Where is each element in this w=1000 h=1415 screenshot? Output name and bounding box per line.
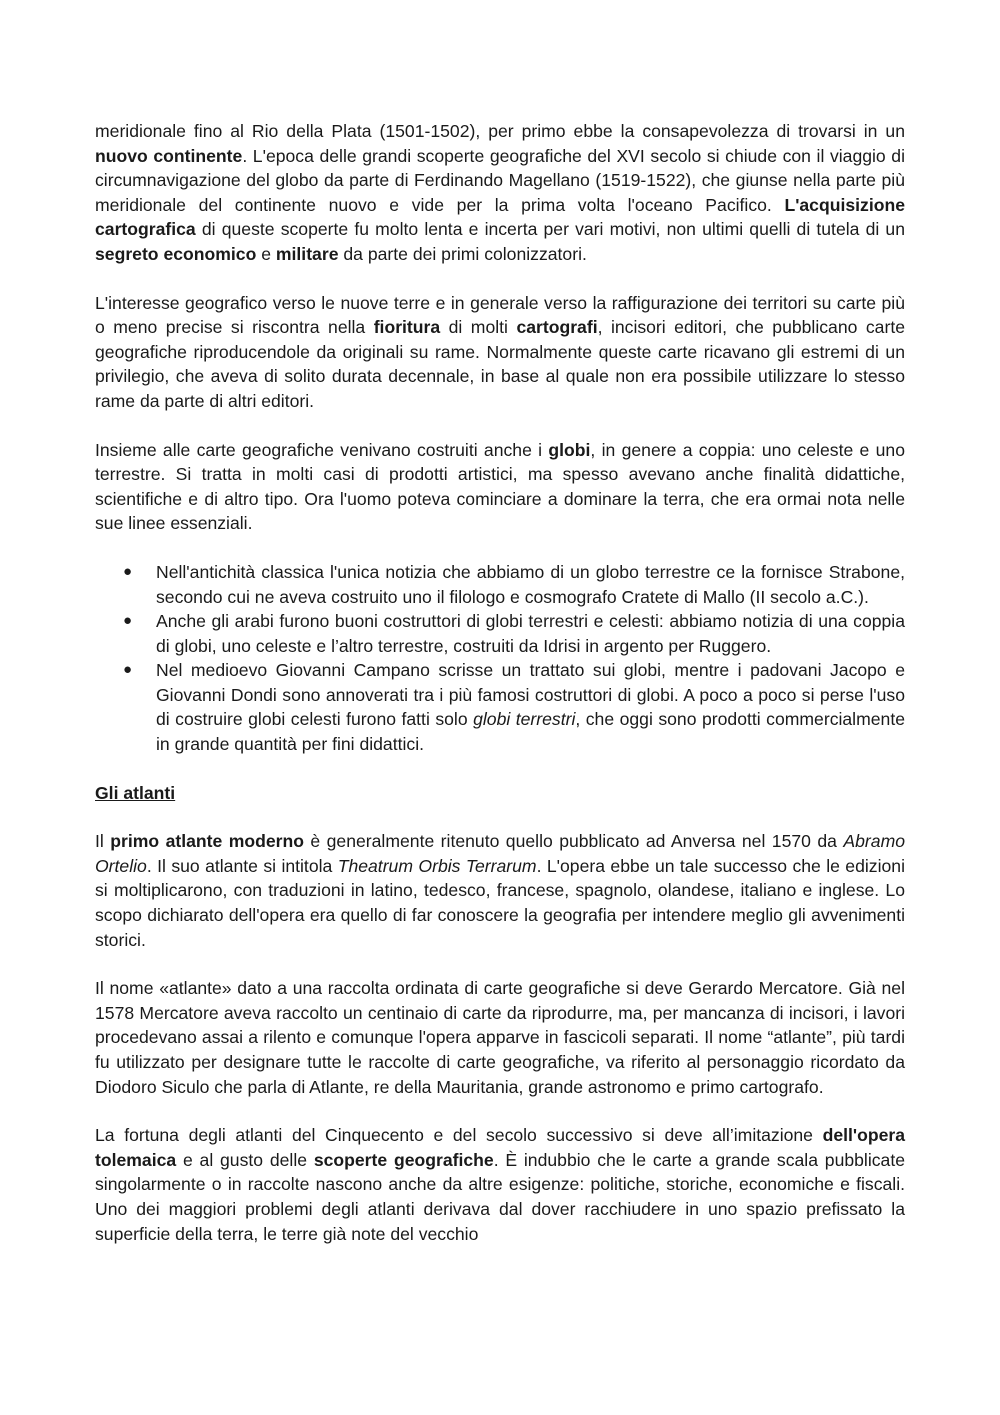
list-item: ● Nell'antichità classica l'unica notizia che abbiamo di un globo terrestre ce la fornisce Strabone, secondo cui ne aveva costruito uno il filologo e cosmografo Cratete di Mallo (II secolo a.C.). (123, 561, 905, 607)
paragraph-cartographers: L'interesse geografico verso le nuove terre e in generale verso la raffigurazione dei territori su carte più o meno precise si riscontra nella fioritura di molti cartografi, incisori editori, che pubblicano carte geografiche riproducendole da originali su rame. Normalmente queste carte ricavano gli estremi di un privilegio, che aveva di solito durata decennale, in base al quale non era possibile utilizzare lo stesso rame da parte di altri editori. (95, 292, 905, 411)
globes-bullet-list (95, 560, 905, 757)
bold-term: L'acquisizione cartografica (95, 194, 905, 240)
document-page (95, 119, 905, 1246)
bold-term: militare (275, 243, 339, 264)
bold-term: dell'opera tolemaica (95, 1125, 905, 1170)
bullet-icon: ● (123, 661, 133, 679)
paragraph-new-continent: meridionale fino al Rio della Plata (1501-1502), per primo ebbe la consapevolezza di trovarsi in un nuovo continente. L'epoca delle grandi scoperte geografiche del XVI secolo si chiude con il viaggio di circumnavigazione del globo da parte di Ferdinando Magellano (1519-1522), che giunse nella parte più meridionale del continente nuovo e vide per la prima volta l'oceano Pacifico. L'acquisizione cartografica di queste scoperte fu molto lenta e incerta per vari motivi, non ultimi quelli di tutela di un segreto economico e militare da parte dei primi colonizzatori. (95, 121, 905, 264)
bold-term: globi (548, 439, 591, 460)
bold-term: cartografi (516, 317, 598, 338)
bold-term: fioritura (373, 317, 441, 338)
bold-term: nuovo continente (95, 145, 243, 166)
list-item: ● Nel medioevo Giovanni Campano scrisse un trattato sui globi, mentre i padovani Jacopo e Giovanni Dondi sono annoverati tra i più famosi costruttori di globi. A poco a poco si perse l'uso di costruire globi celesti furono fatti solo globi terrestri, che oggi sono prodotti commercialmente in grande quantità per fini didattici. (123, 660, 905, 755)
paragraph-atlas-name: Il nome «atlante» dato a una raccolta ordinata di carte geografiche si deve Gerardo Mercatore. Già nel 1578 Mercatore aveva raccolto un centinaio di carte da riprodurre, ma, per mancanza di incisori, i lavori procedevano assai a rilento e comunque l'opera apparve in fascicoli separati. Il nome “atlante”, più tardi fu utilizzato per designare tutte le raccolte di carte geografiche, va riferito al personaggio ricordato da Diodoro Siculo che parla di Atlante, re della Mauritania, grande astronomo e primo cartografo. (95, 978, 905, 1097)
bullet-icon: ● (123, 612, 133, 630)
italic-term: Abramo Ortelio (95, 831, 906, 876)
list-item: ● Anche gli arabi furono buoni costruttori di globi terrestri e celesti: abbiamo notizia di una coppia di globi, uno celeste e l’altro terrestre, costruiti da Idrisi in argento per Ruggero. (123, 611, 905, 656)
bold-term: segreto economico (95, 243, 257, 264)
paragraph-first-atlas: Il primo atlante moderno è generalmente ritenuto quello pubblicato ad Anversa nel 1570 da Abramo Ortelio. Il suo atlante si intitola Theatrum Orbis Terrarum. L'opera ebbe un tale successo che le edizioni si moltiplicarono, con traduzioni in latino, tedesco, francese, spagnolo, olandese, italiano e inglese. Lo scopo dichiarato dell'opera era quello di far conoscere la geografia per intendere meglio gli avvenimenti storici. (95, 831, 906, 950)
section-heading: Gli atlanti (95, 782, 176, 803)
italic-term: globi terrestri (473, 709, 576, 730)
paragraph-atlas-fortune: La fortuna degli atlanti del Cinquecento e del secolo successivo si deve all’imitazione dell'opera tolemaica e al gusto delle scoperte geografiche. È indubbio che le carte a grande scala pubblicate singolarmente o in raccolte nascono anche da altre esigenze: politiche, storiche, economiche e fiscali. Uno dei maggiori problemi degli atlanti derivava dal dover racchiudere in uno spazio prefissato la superficie della terra, le terre già note del vecchio (95, 1125, 905, 1244)
bullet-icon: ● (123, 562, 133, 580)
bold-term: primo atlante moderno (110, 831, 304, 852)
paragraph-globes: Insieme alle carte geografiche venivano costruiti anche i globi, in genere a coppia: uno celeste e uno terrestre. Si tratta in molti casi di prodotti artistici, ma spesso avevano anche finalità didattiche, scientifiche e di altro tipo. Ora l'uomo poteva cominciare a dominare la terra, che era ormai nota nelle sue linee essenziali. (95, 439, 905, 534)
bold-term: scoperte geografiche (313, 1149, 494, 1170)
italic-term: Theatrum Orbis Terrarum (337, 855, 537, 876)
